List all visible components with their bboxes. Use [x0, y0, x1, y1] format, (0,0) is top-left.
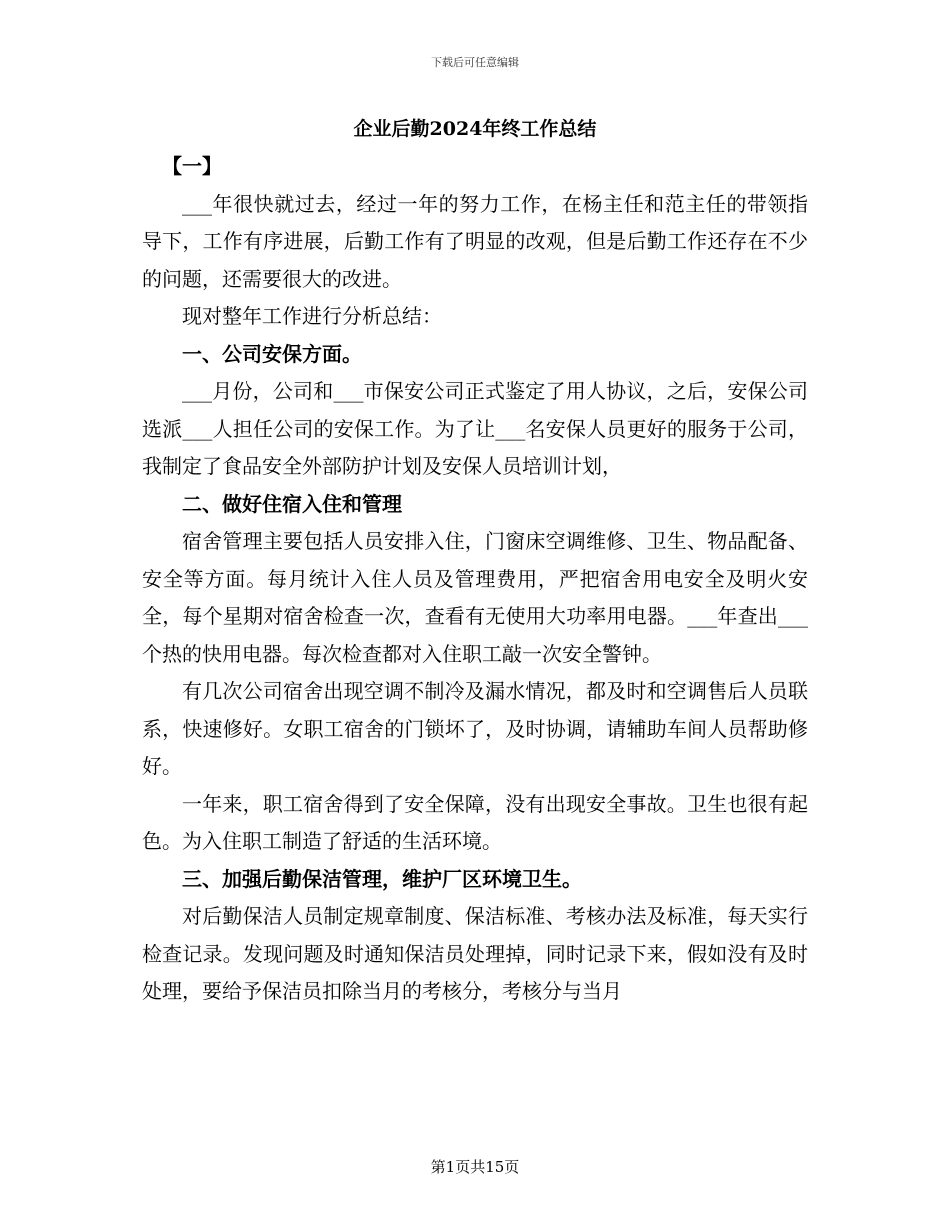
paragraph-cleaning: 对后勤保洁人员制定规章制度、保洁标准、考核办法及标准，每天实行检查记录。发现问题及时通知保洁员处理掉，同时记录下来，假如没有及时处理，要给予保洁员扣除当月的考核分，考核分与当月: [142, 904, 808, 1003]
paragraph-dormitory-results: 一年来，职工宿舍得到了安全保障，没有出现安全事故。卫生也很有起色。为入住职工制造了舒适的生活环境。: [142, 791, 808, 853]
paragraph-security: ___月份，公司和___市保安公司正式鉴定了用人协议，之后，安保公司选派___人担任公司的安保工作。为了让___名安保人员更好的服务于公司，我制定了食品安全外部防护计划及安保人员培训计划，: [142, 379, 808, 478]
paragraph-dormitory-repairs: 有几次公司宿舍出现空调不制冷及漏水情况，都及时和空调售后人员联系，快速修好。女职工宿舍的门锁坏了，及时协调，请辅助车间人员帮助修好。: [142, 679, 808, 778]
document-body: [142, 148, 808, 1011]
page-number: 第1页共15页: [430, 1158, 520, 1176]
heading-cleaning: 三、加强后勤保洁管理，维护厂区环境卫生。: [182, 866, 582, 891]
heading-security: 一、公司安保方面。: [182, 341, 362, 366]
page-header-note: 下载后可任意编辑: [431, 56, 519, 69]
paragraph-summary-lead: 现对整年工作进行分析总结：: [182, 304, 442, 328]
document-title: 企业后勤2024年终工作总结: [353, 118, 597, 140]
paragraph-dormitory-management: 宿舍管理主要包括人员安排入住，门窗床空调维修、卫生、物品配备、安全等方面。每月统计入住人员及管理费用，严把宿舍用电安全及明火安全，每个星期对宿舍检查一次，查看有无使用大功率用电器。___年查出___个热的快用电器。每次检查都对入住职工敲一次安全警钟。: [142, 529, 808, 666]
heading-dormitory: 二、做好住宿入住和管理: [182, 491, 402, 516]
section-label: 【一】: [162, 154, 222, 178]
paragraph-intro: ___年很快就过去，经过一年的努力工作，在杨主任和范主任的带领指导下，工作有序进展，后勤工作有了明显的改观，但是后勤工作还存在不少的问题，还需要很大的改进。: [142, 191, 808, 291]
